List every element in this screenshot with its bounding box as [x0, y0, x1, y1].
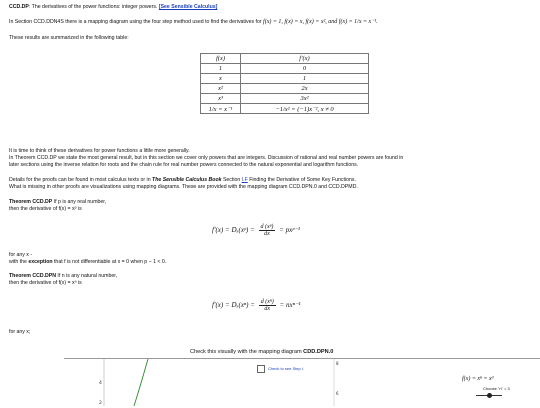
theorem-dp-after1: for any x - — [9, 252, 33, 258]
cell-fx: x² — [201, 84, 241, 94]
theorem-dp-fraction: $\frac{\text{d (xᵖ)}}{dx}$ — [260, 224, 274, 237]
see-sensible-calculus-link[interactable]: [See Sensible Calculus] — [158, 4, 218, 10]
theorem-dpn-formula: f′(x) = Dₓ(xⁿ) = $\frac{\text{d (xⁿ)}}{dx}$ = nxⁿ⁻¹ — [212, 299, 301, 312]
header-fprime: f′(x) — [241, 54, 369, 64]
theorem-dpn-fraction: $\frac{\text{d (xⁿ)}}{dx}$ — [260, 299, 274, 312]
theorem-dpn-name: Theorem CCD.DPN — [9, 273, 56, 279]
mid-tick-label: 8 — [336, 361, 339, 366]
title-text: : The derivatives of the power functions: integer powers. — [28, 4, 159, 10]
para2-line1: Details for the proofs can be found in most calculus texts or in The Sensible Calculus Book Section I.F Finding the Derivative of Some Key Functions. — [9, 177, 356, 183]
theorem-dpn-line1: Theorem CCD.DPN If n is any natural number, — [9, 273, 118, 279]
cell-fx: x — [201, 74, 241, 84]
intro-line-2: These results are summarized in the following table: — [9, 35, 129, 41]
mapping-diagram-panel[interactable] — [254, 359, 540, 406]
cell-fprime: 0 — [241, 64, 369, 74]
cell-fprime: 3x² — [241, 94, 369, 104]
step-one-checkbox-label[interactable]: Check to see Step I. — [268, 366, 305, 371]
theorem-dp-formula: f′(x) = Dₓ(xᵖ) = $\frac{\text{d (xᵖ)}}{dx}$ = pxᵖ⁻¹ — [212, 224, 300, 237]
section-if-link[interactable]: I.F — [241, 177, 248, 183]
theorem-dp-line1: Theorem CCD.DP If p is any real number, — [9, 199, 107, 205]
function-graph — [64, 359, 244, 406]
left-tick-label: 2 — [99, 401, 102, 406]
cell-fx: x³ — [201, 94, 241, 104]
table-row — [201, 84, 369, 94]
table-row — [201, 74, 369, 84]
table-row — [201, 94, 369, 104]
header-fx: f(x) — [201, 54, 241, 64]
function-label: f(x) = xⁿ = x³ — [462, 376, 494, 382]
cell-fprime: 2x — [241, 84, 369, 94]
table-row — [201, 64, 369, 74]
mapping-diagram — [254, 359, 540, 406]
intro-math: f(x) = 1, f(x) = x, f(x) = x², and f(x) = 1/x = x⁻¹. — [263, 19, 378, 25]
theorem-dp-name: Theorem CCD.DP — [9, 199, 53, 205]
table-header-row — [201, 54, 369, 64]
theorem-dpn-after: for any x; — [9, 329, 31, 335]
para1-line1: It is time to think of these derivatives for power functions a little more generally. — [9, 148, 190, 154]
intro-line-1: In Section CCD.DDN4S there is a mapping diagram using the four step method used to find the derivatives for f(x) = 1, f(x) = x, f(x) = x², and f(x) = 1/x = x⁻¹. — [9, 19, 378, 25]
slider-label: Choose "n" = 3 — [483, 386, 510, 391]
mapping-diagram-applet[interactable] — [64, 358, 540, 406]
cell-fprime: 1 — [241, 74, 369, 84]
para2-line2: What is missing in other proofs are visualizations using mapping diagrams. These are provided with the mapping diagram CCD.DPN.0 and CCD.DPMD. — [9, 184, 358, 190]
applet-caption: Check this visually with the mapping diagram CDD.DPN.0 — [190, 349, 334, 355]
cubic-curve — [134, 359, 148, 406]
para1-line3: later sections using the inverse relation for roots and the chain rule for real number powers connected to the natural exponential and logarithm functions. — [9, 162, 359, 168]
book-title: The Sensible Calculus Book — [152, 177, 222, 183]
table-row — [201, 104, 369, 114]
cell-fx: 1/x = x⁻¹ — [201, 104, 241, 114]
left-tick-label: 4 — [99, 381, 102, 386]
page-title — [9, 4, 217, 10]
n-slider-handle[interactable] — [487, 393, 492, 398]
theorem-dpn-line2: then the derivative of f(x) = xⁿ is — [9, 280, 82, 286]
mid-tick-label: 6 — [336, 391, 339, 396]
derivatives-table — [200, 53, 369, 114]
theorem-dp-after2: with the exception that f is not differentiable at x = 0 when p − 1 < 0. — [9, 259, 167, 265]
cell-fprime: −1/x² = (−1)x⁻², x ≠ 0 — [241, 104, 369, 114]
theorem-dp-line2: then the derivative of f(x) = xᵖ is — [9, 206, 82, 212]
section-id: CCD.DP — [9, 4, 29, 10]
cell-fx: 1 — [201, 64, 241, 74]
function-graph-panel[interactable] — [64, 359, 244, 406]
para1-line2: In Theorem CCD.DP we state the most general result, but in this section we cover only powers that are integers. Discussion of rational and real number powers are found in — [9, 155, 404, 161]
